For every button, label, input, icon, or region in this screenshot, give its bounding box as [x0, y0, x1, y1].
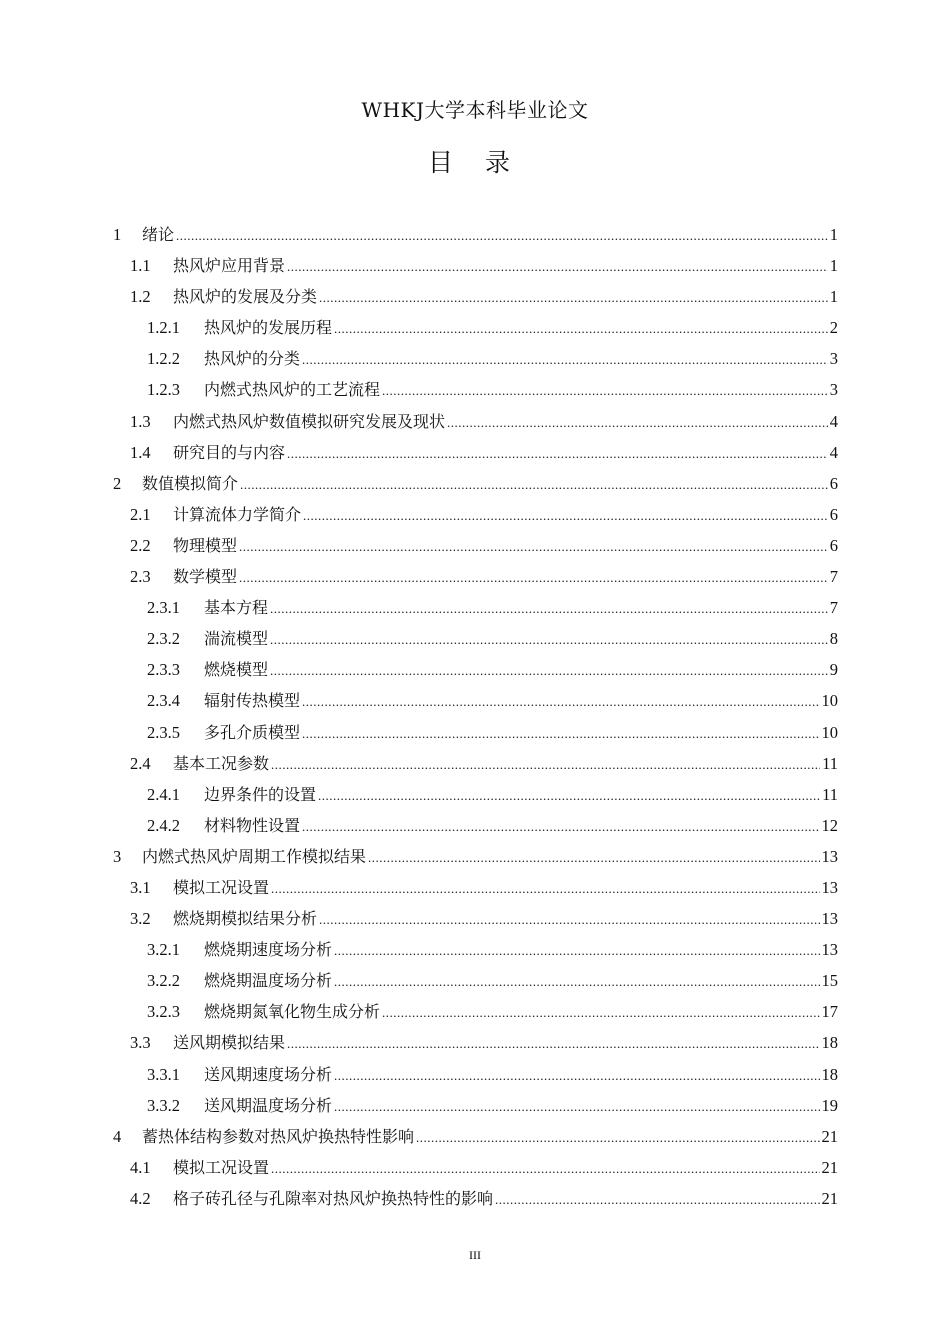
toc-entry[interactable] [113, 437, 838, 468]
toc-entry-number: 3.2.1 [147, 940, 180, 960]
toc-entry-page: 10 [821, 722, 838, 742]
toc-entry-number: 3.2 [130, 909, 151, 929]
toc-dot-leader [302, 686, 819, 717]
toc-entry[interactable] [113, 965, 838, 996]
toc-entry-title: 模拟工况设置 [173, 1157, 270, 1177]
toc-entry-page: 9 [829, 660, 838, 680]
page-title: 目 录 [428, 148, 522, 177]
toc-entry-page: 1 [829, 225, 838, 244]
toc-entry[interactable] [113, 779, 838, 810]
toc-entry[interactable] [113, 996, 838, 1027]
toc-dot-leader [302, 811, 819, 842]
toc-entry[interactable] [113, 1121, 838, 1152]
toc-entry-title: 基本方程 [204, 598, 269, 618]
table-of-contents [113, 219, 838, 1214]
toc-entry-number: 4.1 [130, 1157, 151, 1177]
toc-dot-leader [416, 1122, 819, 1153]
toc-entry-number: 3.2.2 [147, 971, 180, 991]
toc-entry[interactable] [113, 312, 838, 343]
toc-dot-leader [270, 593, 828, 624]
toc-entry-page: 21 [821, 1126, 838, 1146]
toc-entry-page: 21 [821, 1188, 838, 1208]
toc-entry[interactable] [113, 685, 838, 716]
toc-entry-number: 2.4.1 [147, 784, 180, 804]
toc-dot-leader [319, 904, 819, 935]
toc-entry[interactable] [113, 1152, 838, 1183]
toc-entry-title: 热风炉的发展历程 [204, 318, 333, 338]
toc-entry-title: 送风期温度场分析 [204, 1095, 333, 1115]
toc-dot-leader [302, 718, 819, 749]
toc-entry[interactable] [113, 281, 838, 312]
toc-entry-number: 3 [113, 846, 122, 866]
toc-entry-title: 边界条件的设置 [204, 784, 317, 804]
toc-dot-leader [495, 1184, 819, 1215]
toc-entry-page: 7 [829, 598, 838, 618]
toc-entry-title: 研究目的与内容 [173, 442, 286, 462]
toc-dot-leader [318, 780, 820, 811]
toc-entry-title: 物理模型 [173, 535, 238, 555]
toc-entry-number: 2.2 [130, 535, 151, 555]
toc-entry[interactable] [113, 406, 838, 437]
toc-entry[interactable] [113, 530, 838, 561]
toc-entry-title: 湍流模型 [204, 629, 269, 649]
toc-entry-title: 蓄热体结构参数对热风炉换热特性影响 [142, 1126, 415, 1146]
toc-entry-page: 6 [829, 504, 838, 524]
toc-entry[interactable] [113, 561, 838, 592]
toc-entry-title: 基本工况参数 [173, 753, 270, 773]
toc-entry-title: 内燃式热风炉周期工作模拟结果 [142, 846, 367, 866]
toc-entry[interactable] [113, 623, 838, 654]
toc-entry[interactable] [113, 468, 838, 499]
toc-entry-title: 送风期模拟结果 [173, 1033, 286, 1053]
toc-dot-leader [287, 438, 828, 469]
toc-entry-title: 计算流体力学简介 [173, 504, 302, 524]
toc-dot-leader [270, 655, 828, 686]
toc-entry-title: 燃烧期温度场分析 [204, 971, 333, 991]
toc-entry-number: 1.2.2 [147, 349, 180, 369]
toc-dot-leader [334, 966, 819, 997]
toc-entry-page: 18 [821, 1033, 838, 1053]
toc-entry-number: 2.4 [130, 753, 151, 773]
toc-entry-page: 6 [829, 473, 838, 493]
toc-entry-title: 热风炉的发展及分类 [173, 287, 318, 307]
toc-dot-leader [303, 500, 828, 531]
toc-entry-number: 2.4.2 [147, 815, 180, 835]
toc-entry-title: 热风炉的分类 [204, 349, 301, 369]
toc-entry[interactable] [113, 1090, 838, 1121]
toc-entry[interactable] [113, 592, 838, 623]
toc-dot-leader [270, 624, 828, 655]
toc-entry-number: 2 [113, 473, 122, 493]
toc-entry[interactable] [113, 1183, 838, 1214]
toc-entry-number: 1.2 [130, 287, 151, 307]
toc-entry[interactable] [113, 872, 838, 903]
toc-entry-number: 3.1 [130, 877, 151, 897]
toc-entry-number: 1.3 [130, 411, 151, 431]
toc-entry-page: 18 [821, 1064, 838, 1084]
toc-dot-leader [382, 997, 819, 1028]
toc-entry[interactable] [113, 654, 838, 685]
toc-entry-number: 1.1 [130, 256, 151, 276]
toc-entry[interactable] [113, 219, 838, 250]
toc-entry-number: 3.3 [130, 1033, 151, 1053]
toc-entry-title: 模拟工况设置 [173, 877, 270, 897]
toc-entry-page: 8 [829, 629, 838, 649]
toc-entry-page: 7 [829, 567, 838, 587]
toc-entry-page: 2 [829, 318, 838, 338]
toc-entry[interactable] [113, 810, 838, 841]
toc-dot-leader [319, 282, 828, 313]
toc-dot-leader [334, 1060, 819, 1091]
toc-entry-title: 燃烧期氮氧化物生成分析 [204, 1002, 381, 1022]
toc-entry-page: 13 [821, 877, 838, 897]
toc-dot-leader [176, 220, 828, 251]
toc-entry[interactable] [113, 343, 838, 374]
toc-entry-number: 2.3.1 [147, 598, 180, 618]
toc-entry[interactable] [113, 1027, 838, 1058]
page-number-footer: III [469, 1248, 481, 1262]
toc-entry-page: 10 [821, 691, 838, 711]
toc-entry-page: 13 [821, 909, 838, 929]
toc-dot-leader [334, 1091, 819, 1122]
toc-entry-title: 数学模型 [173, 567, 238, 587]
toc-entry-page: 6 [829, 535, 838, 555]
toc-entry-number: 4.2 [130, 1188, 151, 1208]
toc-entry-page: 3 [829, 349, 838, 369]
toc-entry-number: 3.2.3 [147, 1002, 180, 1022]
toc-entry-page: 1 [829, 287, 838, 307]
toc-entry-title: 材料物性设置 [204, 815, 301, 835]
toc-entry-number: 2.3.2 [147, 629, 180, 649]
toc-dot-leader [334, 313, 828, 344]
toc-entry-number: 1.2.1 [147, 318, 180, 338]
toc-entry-page: 17 [821, 1002, 838, 1022]
toc-entry-title: 数值模拟简介 [142, 473, 239, 493]
toc-dot-leader [334, 935, 819, 966]
toc-entry-title: 内燃式热风炉的工艺流程 [204, 380, 381, 400]
toc-entry-number: 2.3 [130, 567, 151, 587]
toc-entry[interactable] [113, 748, 838, 779]
toc-entry[interactable] [113, 250, 838, 281]
toc-entry[interactable] [113, 841, 838, 872]
toc-entry-page: 13 [821, 846, 838, 866]
toc-entry-title: 辐射传热模型 [204, 691, 301, 711]
toc-entry-number: 1.2.3 [147, 380, 180, 400]
toc-entry-page: 4 [829, 442, 838, 462]
toc-entry-title: 多孔介质模型 [204, 722, 301, 742]
toc-entry-title: 内燃式热风炉数值模拟研究发展及现状 [173, 411, 446, 431]
toc-dot-leader [239, 562, 828, 593]
toc-entry-page: 21 [821, 1157, 838, 1177]
toc-entry-title: 热风炉应用背景 [173, 256, 286, 276]
toc-entry-page: 15 [821, 971, 838, 991]
toc-entry-title: 燃烧模型 [204, 660, 269, 680]
toc-entry-page: 3 [829, 380, 838, 400]
toc-entry-number: 4 [113, 1126, 122, 1146]
toc-dot-leader [302, 344, 828, 375]
toc-entry-page: 19 [821, 1095, 838, 1115]
toc-entry-page: 12 [821, 815, 838, 835]
toc-entry[interactable] [113, 903, 838, 934]
toc-entry-number: 2.3.5 [147, 722, 180, 742]
toc-entry-number: 2.3.4 [147, 691, 180, 711]
toc-dot-leader [368, 842, 819, 873]
toc-entry-number: 1 [113, 225, 122, 244]
toc-dot-leader [287, 1028, 819, 1059]
toc-dot-leader [271, 749, 820, 780]
toc-entry-number: 3.3.2 [147, 1095, 180, 1115]
toc-entry-page: 13 [821, 940, 838, 960]
toc-entry[interactable] [113, 934, 838, 965]
toc-entry-number: 3.3.1 [147, 1064, 180, 1084]
toc-entry-title: 绪论 [142, 225, 175, 244]
toc-dot-leader [239, 531, 828, 562]
toc-entry-page: 11 [822, 784, 838, 804]
toc-entry[interactable] [113, 374, 838, 405]
toc-entry-title: 送风期速度场分析 [204, 1064, 333, 1084]
toc-entry-number: 2.1 [130, 504, 151, 524]
toc-dot-leader [447, 407, 828, 438]
toc-dot-leader [271, 873, 819, 904]
toc-entry-number: 1.4 [130, 442, 151, 462]
toc-entry-page: 4 [829, 411, 838, 431]
toc-entry-title: 格子砖孔径与孔隙率对热风炉换热特性的影响 [173, 1188, 494, 1208]
toc-dot-leader [382, 375, 828, 406]
toc-entry-title: 燃烧期速度场分析 [204, 940, 333, 960]
toc-entry-page: 1 [829, 256, 838, 276]
toc-entry[interactable] [113, 717, 838, 748]
toc-entry[interactable] [113, 499, 838, 530]
toc-entry-page: 11 [822, 753, 838, 773]
toc-dot-leader [287, 251, 828, 282]
toc-entry-number: 2.3.3 [147, 660, 180, 680]
toc-entry-title: 燃烧期模拟结果分析 [173, 909, 318, 929]
toc-dot-leader [240, 469, 828, 500]
toc-entry[interactable] [113, 1059, 838, 1090]
toc-dot-leader [271, 1153, 819, 1184]
running-header: WHKJ大学本科毕业论文 [361, 98, 589, 122]
